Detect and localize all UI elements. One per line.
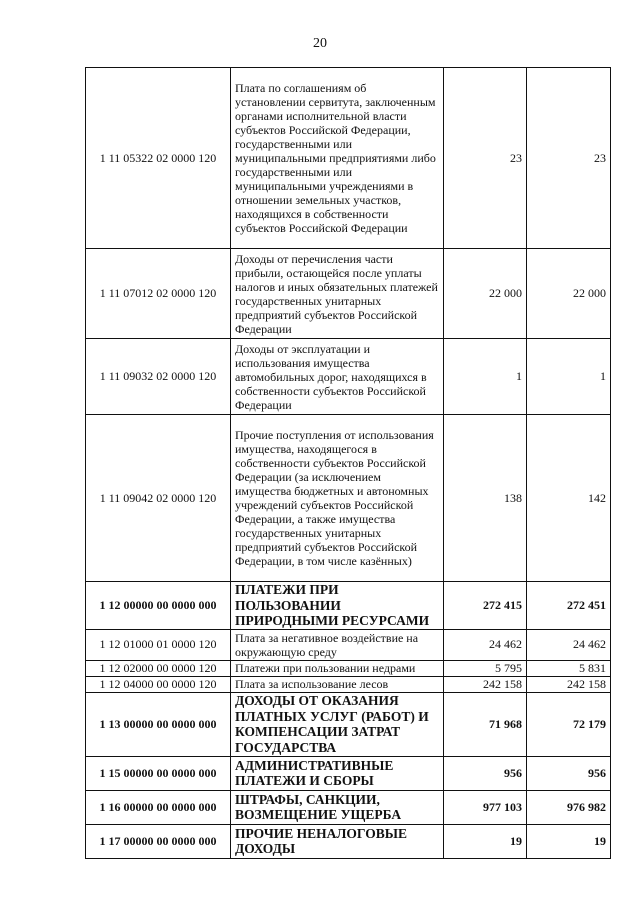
row-value-1: 22 000: [444, 249, 527, 339]
table-row: [86, 660, 611, 676]
table-row: [86, 339, 611, 415]
row-code: 1 11 05322 02 0000 120: [86, 68, 231, 249]
table-row: [86, 629, 611, 660]
row-value-1: 242 158: [444, 676, 527, 692]
row-name: Плата за негативное воздействие на окружающую среду: [231, 629, 444, 660]
row-value-1: 23: [444, 68, 527, 249]
row-value-1: 19: [444, 824, 527, 858]
table-row: [86, 692, 611, 756]
row-value-1: 272 415: [444, 582, 527, 630]
row-name: Прочие поступления от использования имущества, находящегося в собственности субъектов Российской Федерации (за исключением имущества бюджетных и автономных учреждений субъектов Российской Федерации, а также имущества государственных унитарных предприятий субъектов Российской Федерации, в том числе казённых): [231, 415, 444, 582]
row-value-2: 22 000: [527, 249, 611, 339]
row-code: 1 11 07012 02 0000 120: [86, 249, 231, 339]
row-value-2: 72 179: [527, 692, 611, 756]
row-name: Платежи при пользовании недрами: [231, 660, 444, 676]
row-value-1: 1: [444, 339, 527, 415]
row-code: 1 11 09042 02 0000 120: [86, 415, 231, 582]
table-row: [86, 415, 611, 582]
row-value-1: 977 103: [444, 790, 527, 824]
row-value-2: 142: [527, 415, 611, 582]
revenue-table: [85, 67, 611, 859]
table-row: [86, 68, 611, 249]
row-value-2: 976 982: [527, 790, 611, 824]
row-code: 1 12 01000 01 0000 120: [86, 629, 231, 660]
row-name: АДМИНИСТРАТИВНЫЕ ПЛАТЕЖИ И СБОРЫ: [231, 756, 444, 790]
row-name: Доходы от эксплуатации и использования имущества автомобильных дорог, находящихся в собственности субъектов Российской Федерации: [231, 339, 444, 415]
row-value-2: 272 451: [527, 582, 611, 630]
row-name: ПЛАТЕЖИ ПРИ ПОЛЬЗОВАНИИ ПРИРОДНЫМИ РЕСУРСАМИ: [231, 582, 444, 630]
row-name: ПРОЧИЕ НЕНАЛОГОВЫЕ ДОХОДЫ: [231, 824, 444, 858]
row-value-2: 1: [527, 339, 611, 415]
row-value-2: 242 158: [527, 676, 611, 692]
table-row: [86, 249, 611, 339]
row-code: 1 12 02000 00 0000 120: [86, 660, 231, 676]
table-row: [86, 824, 611, 858]
row-value-1: 138: [444, 415, 527, 582]
row-code: 1 11 09032 02 0000 120: [86, 339, 231, 415]
row-name: Доходы от перечисления части прибыли, остающейся после уплаты налогов и иных обязательных платежей государственных унитарных предприятий субъектов Российской Федерации: [231, 249, 444, 339]
page-number: 20: [313, 36, 327, 51]
row-value-2: 5 831: [527, 660, 611, 676]
row-value-2: 19: [527, 824, 611, 858]
row-value-1: 71 968: [444, 692, 527, 756]
row-name: ДОХОДЫ ОТ ОКАЗАНИЯ ПЛАТНЫХ УСЛУГ (РАБОТ) И КОМПЕНСАЦИИ ЗАТРАТ ГОСУДАРСТВА: [231, 692, 444, 756]
row-name: Плата по соглашениям об установлении сервитута, заключенным органами исполнительной власти субъектов Российской Федерации, государственными или муниципальными предприятиями либо государственными или муниципальными учреждениями в отношении земельных участков, находящихся в собственности субъектов Российской Федерации: [231, 68, 444, 249]
row-value-2: 23: [527, 68, 611, 249]
row-name: ШТРАФЫ, САНКЦИИ, ВОЗМЕЩЕНИЕ УЩЕРБА: [231, 790, 444, 824]
table-row: [86, 790, 611, 824]
row-code: 1 16 00000 00 0000 000: [86, 790, 231, 824]
row-code: 1 15 00000 00 0000 000: [86, 756, 231, 790]
row-value-1: 5 795: [444, 660, 527, 676]
table-row: [86, 756, 611, 790]
row-code: 1 12 00000 00 0000 000: [86, 582, 231, 630]
row-code: 1 13 00000 00 0000 000: [86, 692, 231, 756]
row-code: 1 17 00000 00 0000 000: [86, 824, 231, 858]
row-code: 1 12 04000 00 0000 120: [86, 676, 231, 692]
row-value-2: 956: [527, 756, 611, 790]
table-row: [86, 582, 611, 630]
row-name: Плата за использование лесов: [231, 676, 444, 692]
row-value-2: 24 462: [527, 629, 611, 660]
row-value-1: 956: [444, 756, 527, 790]
row-value-1: 24 462: [444, 629, 527, 660]
table-row: [86, 676, 611, 692]
